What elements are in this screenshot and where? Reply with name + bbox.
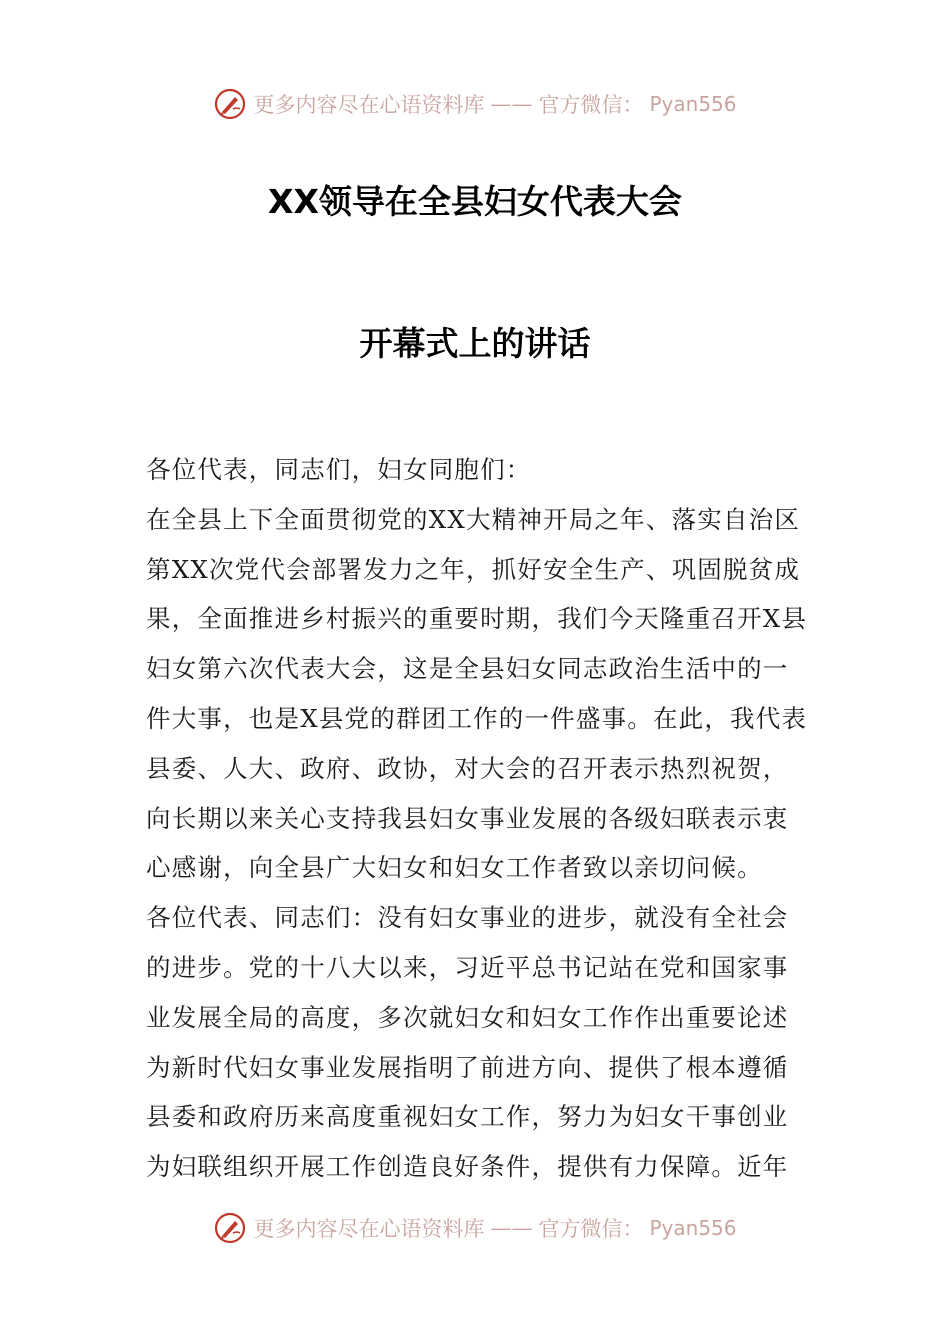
body-line: 心感谢，向全县广大妇女和妇女工作者致以亲切问候。 bbox=[146, 853, 763, 883]
body-line: 为妇联组织开展工作创造良好条件，提供有力保障。近年 bbox=[146, 1152, 789, 1182]
body-line: 向长期以来关心支持我县妇女事业发展的各级妇联表示衷 bbox=[146, 803, 789, 833]
body-line: 件大事，也是X县党的群团工作的一件盛事。在此，我代表 bbox=[146, 703, 808, 733]
body-line: 各位代表，同志们，妇女同胞们： bbox=[146, 455, 532, 484]
watermark-header bbox=[0, 84, 950, 124]
pen-logo-icon bbox=[213, 87, 247, 121]
body-line: 妇女第六次代表大会，这是全县妇女同志政治生活中的一 bbox=[146, 654, 789, 684]
watermark-footer bbox=[0, 1208, 950, 1248]
body-line: 各位代表、同志们：没有妇女事业的进步，就没有全社会 bbox=[146, 903, 789, 933]
watermark-label: 官方微信： bbox=[538, 1217, 644, 1241]
watermark-id: Pyan556 bbox=[649, 1216, 737, 1240]
watermark-label: 官方微信： bbox=[538, 93, 644, 117]
watermark-separator: —— bbox=[490, 1216, 533, 1240]
watermark-id: Pyan556 bbox=[649, 92, 737, 116]
watermark-separator: —— bbox=[490, 92, 533, 116]
watermark-text: 更多内容尽在心语资料库 bbox=[253, 1217, 485, 1241]
watermark-text: 更多内容尽在心语资料库 bbox=[253, 93, 485, 117]
pen-logo-icon bbox=[213, 1211, 247, 1245]
speech-body bbox=[146, 445, 806, 1192]
body-line: 为新时代妇女事业发展指明了前进方向、提供了根本遵循 bbox=[146, 1052, 789, 1082]
body-line: 果，全面推进乡村振兴的重要时期，我们今天隆重召开X县 bbox=[146, 604, 808, 634]
body-line: 业发展全局的高度，多次就妇女和妇女工作作出重要论述 bbox=[146, 1002, 789, 1032]
body-line: 的进步。党的十八大以来，习近平总书记站在党和国家事 bbox=[146, 952, 789, 982]
body-line: 县委、人大、政府、政协，对大会的召开表示热烈祝贺， bbox=[146, 753, 789, 783]
body-line: 县委和政府历来高度重视妇女工作，努力为妇女干事创业 bbox=[146, 1102, 789, 1132]
document-title-line-2: 开幕式上的讲话 bbox=[359, 324, 591, 363]
document-title-line-1: XX领导在全县妇女代表大会 bbox=[268, 182, 682, 221]
body-line: 第XX次党代会部署发力之年，抓好安全生产、巩固脱贫成 bbox=[146, 554, 801, 584]
body-line: 在全县上下全面贯彻党的XX大精神开局之年、落实自治区 bbox=[146, 504, 801, 534]
